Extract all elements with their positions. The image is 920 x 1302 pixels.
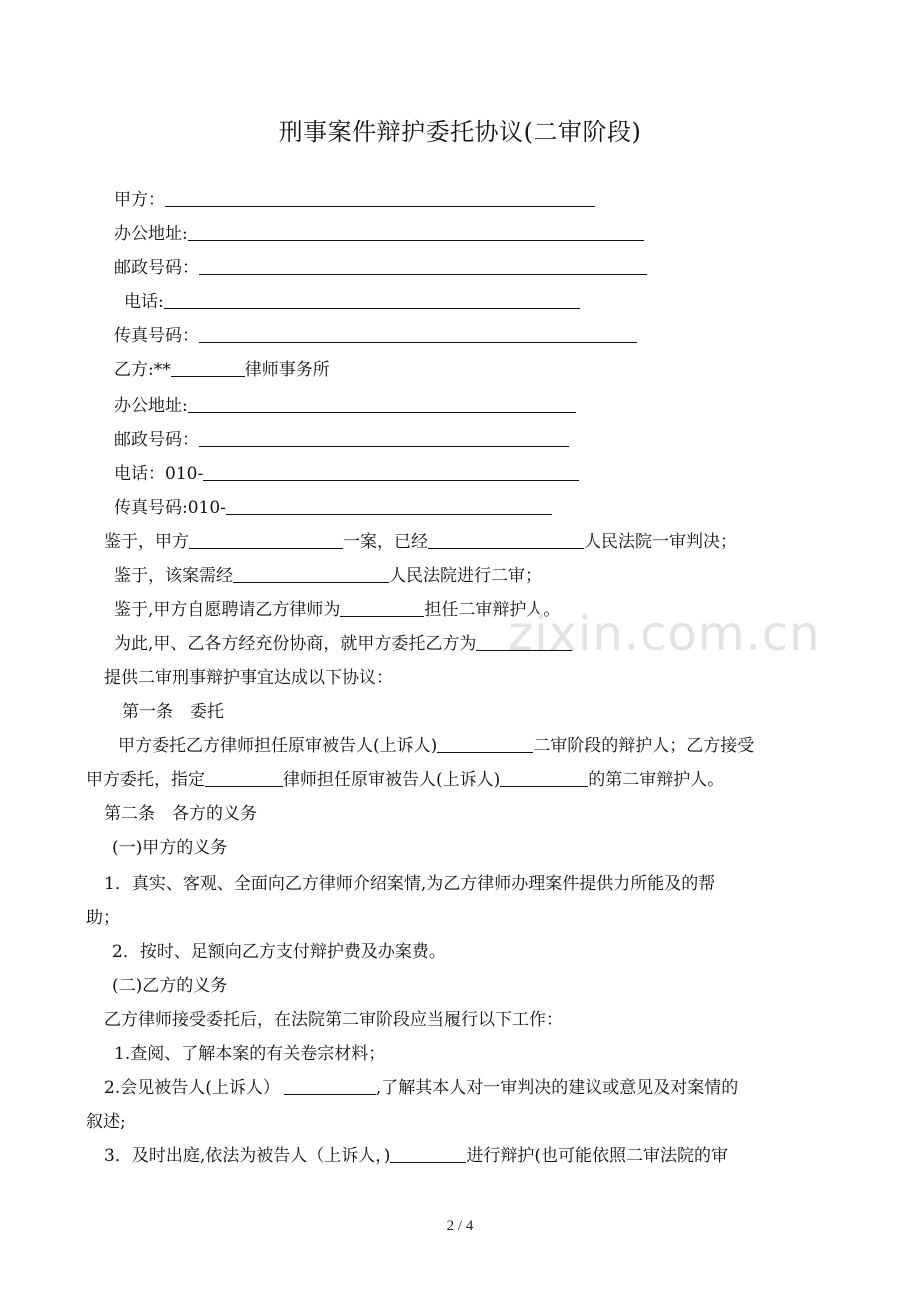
article-text: 3．及时出庭,依法为被告人（上诉人，) <box>104 1146 391 1166</box>
blank-field <box>188 396 576 413</box>
party-a-address-line <box>114 222 644 246</box>
article-text: 进行辩护(也可能依照二审法院的审 <box>466 1146 728 1166</box>
blank-field <box>476 634 572 651</box>
blank-field <box>199 430 569 447</box>
party-b-label-prefix: 乙方:** <box>114 360 171 380</box>
party-b-address-label: 办公地址: <box>114 396 188 416</box>
blank-field <box>437 736 533 753</box>
blank-field <box>199 258 647 275</box>
blank-field <box>284 1078 376 1095</box>
watermark: zixin.com.cn <box>508 606 821 662</box>
party-a-line <box>114 188 595 212</box>
article-text: 甲方委托，指定 <box>86 770 205 790</box>
party-b-duty-2-line-1 <box>104 1076 738 1100</box>
blank-field <box>199 326 637 343</box>
article-1-paragraph-line-1 <box>118 734 754 758</box>
blank-field <box>164 292 580 309</box>
party-a-fax-line <box>114 324 637 348</box>
recital-4 <box>114 632 572 656</box>
recital-text: 担任二审辩护人。 <box>424 600 561 620</box>
party-b-label-suffix: 律师事务所 <box>244 360 330 380</box>
party-b-duties-heading: (二)乙方的义务 <box>112 976 228 996</box>
party-a-phone-line <box>124 290 580 314</box>
recital-text: 鉴于,甲方自愿聘请乙方律师为 <box>114 600 341 620</box>
party-a-postcode-label: 邮政号码： <box>114 258 199 278</box>
article-text: 2.会见被告人(上诉人） <box>104 1078 280 1098</box>
party-a-duty-1-line-1: 1．真实、客观、全面向乙方律师介绍案情,为乙方律师办理案件提供力所能及的帮 <box>104 874 716 894</box>
recital-1 <box>104 530 737 554</box>
party-b-postcode-line <box>114 428 569 452</box>
blank-field <box>188 224 644 241</box>
party-b-phone-line <box>114 462 579 486</box>
party-b-postcode-label: 邮政号码： <box>114 430 199 450</box>
blank-field <box>165 190 595 207</box>
party-b-address-line <box>114 394 576 418</box>
blank-field <box>500 770 588 787</box>
party-a-address-label: 办公地址: <box>114 224 188 244</box>
blank-field <box>171 360 245 377</box>
blank-field <box>203 464 579 481</box>
blank-field <box>189 532 343 549</box>
article-text: 律师担任原审被告人(上诉人) <box>283 770 501 790</box>
party-a-postcode-line <box>114 256 647 280</box>
recital-text: 人民法院进行二审； <box>389 566 542 586</box>
article-text: ,了解其本人对一审判决的建议或意见及对案情的 <box>375 1078 739 1098</box>
party-a-duty-1-line-2: 助； <box>86 908 120 928</box>
article-text: 二审阶段的辩护人；乙方接受 <box>533 736 755 756</box>
party-b-line <box>114 358 330 382</box>
blank-field <box>226 498 552 515</box>
page-number: 2 / 4 <box>446 1218 474 1234</box>
article-1-paragraph-line-2 <box>86 768 724 792</box>
recital-text: 一案，已经 <box>343 532 428 552</box>
party-a-phone-label: 电话: <box>124 292 164 312</box>
party-b-duty-2-line-2: 叙述; <box>86 1112 126 1132</box>
document-title: 刑事案件辩护委托协议(二审阶段) <box>278 118 642 146</box>
recital-2 <box>114 564 542 588</box>
blank-field <box>233 566 389 583</box>
party-a-label: 甲方： <box>114 190 165 210</box>
recital-3 <box>114 598 560 622</box>
party-a-duties-heading: (一)甲方的义务 <box>112 838 228 858</box>
party-b-fax-line <box>114 496 552 520</box>
party-b-duty-3-line-1 <box>104 1144 728 1168</box>
party-b-fax-label: 传真号码:010- <box>114 498 226 518</box>
party-b-duties-intro: 乙方律师接受委托后，在法院第二审阶段应当履行以下工作： <box>104 1010 563 1030</box>
party-a-fax-label: 传真号码： <box>114 326 199 346</box>
party-b-duty-1: 1.查阅、了解本案的有关卷宗材料； <box>114 1044 386 1064</box>
article-1-heading: 第一条 委托 <box>122 702 224 722</box>
article-2-heading: 第二条 各方的义务 <box>104 804 257 824</box>
article-text: 甲方委托乙方律师担任原审被告人(上诉人) <box>118 736 438 756</box>
recital-text: 提供二审刑事辩护事宜达成以下协议： <box>104 668 393 688</box>
party-a-duty-2: 2．按时、足额向乙方支付辩护费及办案费。 <box>112 942 446 962</box>
blank-field <box>390 1146 466 1163</box>
blank-field <box>205 770 283 787</box>
recital-5 <box>104 666 393 690</box>
recital-text: 为此,甲、乙各方经充份协商，就甲方委托乙方为 <box>114 634 477 654</box>
recital-text: 鉴于，甲方 <box>104 532 189 552</box>
article-text: 的第二审辩护人。 <box>588 770 725 790</box>
party-b-phone-label: 电话：010- <box>114 464 204 484</box>
blank-field <box>340 600 424 617</box>
blank-field <box>428 532 584 549</box>
recital-text: 人民法院一审判决； <box>584 532 737 552</box>
recital-text: 鉴于，该案需经 <box>114 566 233 586</box>
